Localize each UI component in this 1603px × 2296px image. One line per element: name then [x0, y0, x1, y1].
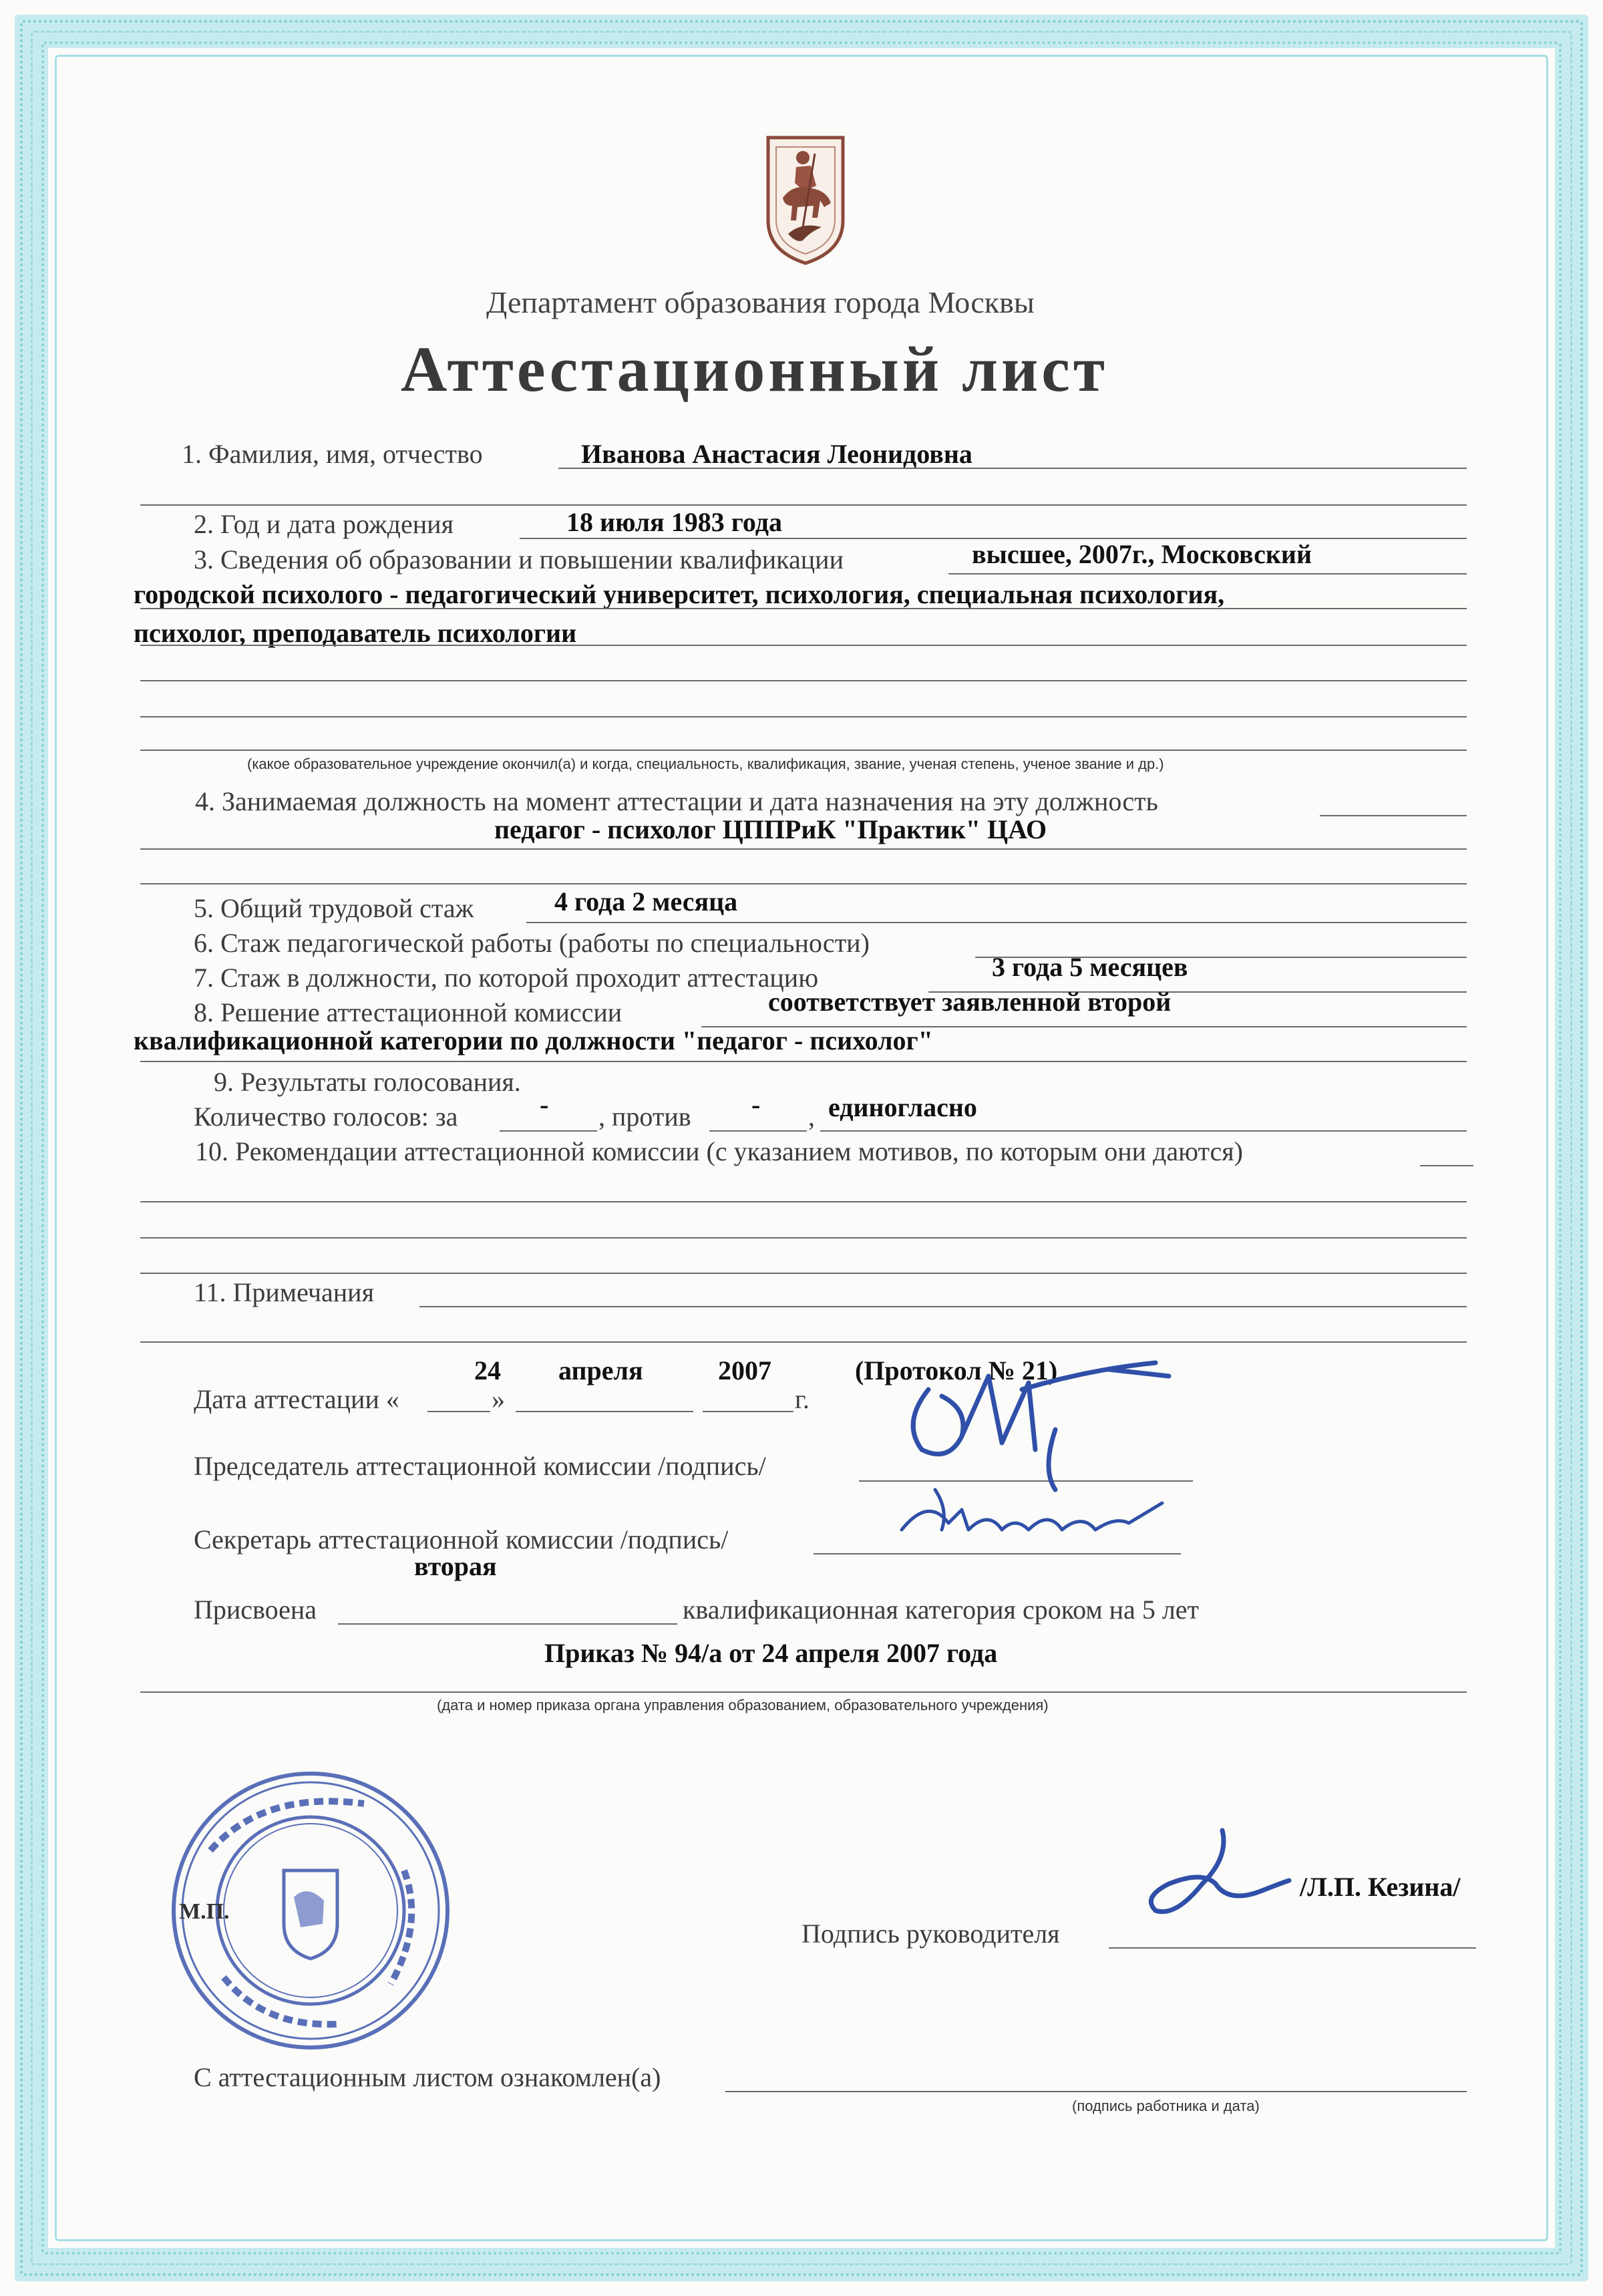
votes-result-field-line: [820, 1130, 1467, 1132]
ped-experience-label: 6. Стаж педагогической работы (работы по специальности): [194, 928, 870, 958]
secretary-signature-label: Секретарь аттестационной комиссии /подпись/: [194, 1524, 729, 1554]
birth-value: 18 июля 1983 года: [566, 507, 782, 537]
position-field-line-2: [140, 848, 1467, 850]
position-label: 4. Занимаемая должность на момент аттестации и дата назначения на эту должность: [195, 786, 1158, 816]
assigned-category-value: вторая: [414, 1551, 497, 1581]
total-experience-label: 5. Общий трудовой стаж: [194, 893, 474, 923]
education-field-line-1: [948, 573, 1467, 575]
attestation-year-suffix: г.: [795, 1384, 810, 1414]
education-value-2: городской психолого - педагогический университет, психология, специальная психология,: [134, 579, 1225, 609]
head-signature-line: [1109, 1947, 1476, 1949]
recommendations-field-line-3: [140, 1237, 1467, 1239]
recommendations-field-line-2: [140, 1201, 1467, 1202]
notes-label: 11. Примечания: [194, 1277, 374, 1307]
protocol-number: (Протокол № 21): [855, 1355, 1058, 1385]
decision-label: 8. Решение аттестационной комиссии: [194, 997, 622, 1027]
head-name: /Л.П. Кезина/: [1300, 1872, 1461, 1902]
education-field-line-6: [140, 750, 1467, 751]
position-field-line-3: [140, 883, 1467, 884]
secretary-signature: [888, 1483, 1169, 1556]
votes-comma: ,: [808, 1102, 815, 1132]
attestation-day-value: 24: [474, 1355, 501, 1385]
voting-label: 9. Результаты голосования.: [214, 1067, 521, 1097]
document-title: Аттестационный лист: [401, 333, 1109, 405]
acquainted-signature-line: [725, 2091, 1467, 2092]
position-field-line-1: [1320, 815, 1467, 816]
attestation-day-line: [427, 1411, 490, 1412]
acquainted-hint: (подпись работника и дата): [1072, 2098, 1260, 2114]
assigned-category-line: [338, 1623, 677, 1625]
votes-label: Количество голосов: за: [194, 1102, 458, 1132]
decision-field-line-2: [140, 1061, 1467, 1062]
recommendations-label: 10. Рекомендации аттестационной комиссии (с указанием мотивов, по которым они даются): [195, 1136, 1243, 1166]
votes-for-value: -: [540, 1090, 549, 1120]
assigned-label: Присвоена: [194, 1595, 317, 1625]
recommendations-field-line-4: [140, 1273, 1467, 1274]
position-experience-value: 3 года 5 месяцев: [992, 952, 1188, 982]
moscow-coat-of-arms-emblem: [763, 134, 848, 267]
attestation-month-value: апреля: [558, 1355, 643, 1385]
notes-field-line-1: [419, 1306, 1467, 1307]
position-experience-label: 7. Стаж в должности, по которой проходит аттестацию: [194, 963, 819, 993]
votes-against-value: -: [751, 1090, 761, 1120]
decision-value-1: соответствует заявленной второй: [768, 987, 1172, 1017]
fio-label: 1. Фамилия, имя, отчество: [182, 439, 483, 469]
department-name: Департамент образования города Москвы: [486, 285, 1035, 319]
birth-label: 2. Год и дата рождения: [194, 509, 454, 539]
notes-field-line-2: [140, 1341, 1467, 1343]
votes-for-field-line: [500, 1130, 597, 1132]
order-value: Приказ № 94/а от 24 апреля 2007 года: [544, 1638, 998, 1668]
fio-extra-line: [140, 504, 1467, 506]
chair-signature-label: Председатель аттестационной комиссии /подпись/: [194, 1451, 766, 1481]
attestation-month-line: [516, 1411, 693, 1412]
total-experience-value: 4 года 2 месяца: [554, 886, 738, 917]
education-field-line-3: [140, 645, 1467, 646]
education-field-line-2: [140, 608, 1467, 609]
education-value-1: высшее, 2007г., Московский: [972, 539, 1312, 569]
education-field-line-4: [140, 680, 1467, 681]
votes-against-field-line: [709, 1130, 807, 1132]
education-value-3: психолог, преподаватель психологии: [134, 618, 577, 648]
position-value: педагог - психолог ЦППРиК "Практик" ЦАО: [494, 814, 1047, 844]
attestation-year-value: 2007: [718, 1355, 771, 1385]
head-signature-label: Подпись руководителя: [802, 1919, 1060, 1949]
decision-value-2: квалификационной категории по должности "педагог - психолог": [134, 1025, 933, 1055]
order-field-line: [140, 1691, 1467, 1693]
stamp-place-label: М.П.: [179, 1899, 230, 1924]
votes-result-value: единогласно: [828, 1092, 977, 1122]
recommendations-field-line-1: [1420, 1165, 1473, 1166]
head-signature: [1129, 1817, 1296, 1937]
attestation-date-quote: »: [492, 1384, 505, 1414]
acquainted-label: С аттестационным листом ознакомлен(а): [194, 2062, 661, 2092]
attestation-date-label: Дата аттестации «: [194, 1384, 399, 1414]
votes-against-label: , против: [598, 1102, 691, 1132]
attestation-year-line: [703, 1411, 793, 1412]
fio-value: Иванова Анастасия Леонидовна: [581, 439, 972, 469]
chair-signature: [888, 1349, 1176, 1503]
total-experience-field-line: [526, 922, 1467, 923]
order-hint: (дата и номер приказа органа управления образованием, образовательного учреждения): [437, 1697, 1049, 1713]
education-label: 3. Сведения об образовании и повышении квалификации: [194, 544, 844, 575]
assigned-suffix: квалификационная категория сроком на 5 лет: [683, 1595, 1200, 1625]
education-hint: (какое образовательное учреждение окончил(а) и когда, специальность, квалификация, звание, ученая степень, ученое звание и др.): [247, 756, 1164, 772]
education-field-line-5: [140, 716, 1467, 717]
